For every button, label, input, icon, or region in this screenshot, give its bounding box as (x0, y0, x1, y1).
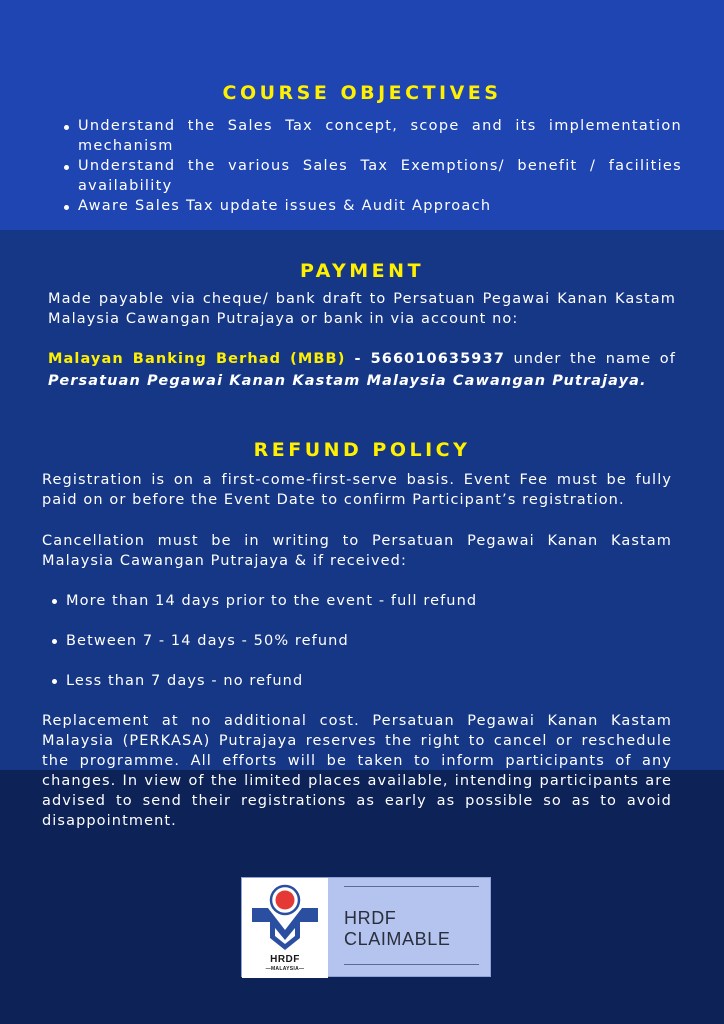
payment-account-details (48, 348, 676, 392)
badge-text (344, 908, 450, 950)
badge-bottom-rule (344, 964, 479, 965)
hrdf-claimable-badge (241, 877, 491, 977)
payment-heading: PAYMENT (299, 260, 425, 282)
hrdf-logo-word: HRDF (270, 954, 300, 965)
account-holder: Persatuan Pegawai Kanan Kastam Malaysia Cawangan Putrajaya. (48, 373, 647, 389)
objective-item: Understand the various Sales Tax Exemptions/ benefit / facilities availability (62, 157, 682, 196)
refund-item-2 (50, 631, 650, 651)
objective-item: Understand the Sales Tax concept, scope and its implementation mechanism (62, 117, 682, 156)
objectives-list (62, 117, 682, 218)
refund-registration-text: Registration is on a first-come-first-serve basis. Event Fee must be fully paid on or before the Event Date to confirm Participant’s registration. (42, 472, 672, 508)
objective-item: Aware Sales Tax update issues & Audit Approach (62, 197, 682, 217)
refund-replacement-text: Replacement at no additional cost. Persatuan Pegawai Kanan Kastam Malaysia (PERKASA) Putrajaya reserves the right to cancel or reschedule the programme. All efforts will be taken to inform participants of any changes. In view of the limited places available, intending participants are advised to send their registrations as early as possible so as to avoid disappointment. (42, 713, 672, 829)
badge-line-hrdf: HRDF (344, 908, 397, 928)
hrdf-logo (242, 878, 328, 978)
refund-item: Less than 7 days - no refund (50, 671, 650, 691)
badge-top-rule (344, 886, 479, 887)
refund-item: Between 7 - 14 days - 50% refund (50, 631, 650, 651)
badge-line-claimable: CLAIMABLE (344, 929, 451, 949)
refund-policy-heading: REFUND POLICY (253, 439, 471, 461)
under-name-text: under the name of (504, 351, 676, 367)
account-number: 566010635937 (370, 351, 505, 367)
payment-intro: Made payable via cheque/ bank draft to Persatuan Pegawai Kanan Kastam Malaysia Cawangan Putrajaya or bank in via account no: (48, 291, 676, 327)
course-objectives-heading: COURSE OBJECTIVES (222, 82, 502, 104)
refund-item: More than 14 days prior to the event - full refund (50, 591, 650, 611)
account-separator: - (345, 351, 371, 367)
refund-item-3 (50, 671, 650, 691)
hrdf-logo-subtitle: —MALAYSIA— (265, 966, 305, 972)
refund-item-1 (50, 591, 650, 611)
refund-cancellation-text: Cancellation must be in writing to Persatuan Pegawai Kanan Kastam Malaysia Cawangan Putrajaya & if received: (42, 533, 672, 569)
bank-name: Malayan Banking Berhad (MBB) (48, 351, 346, 367)
